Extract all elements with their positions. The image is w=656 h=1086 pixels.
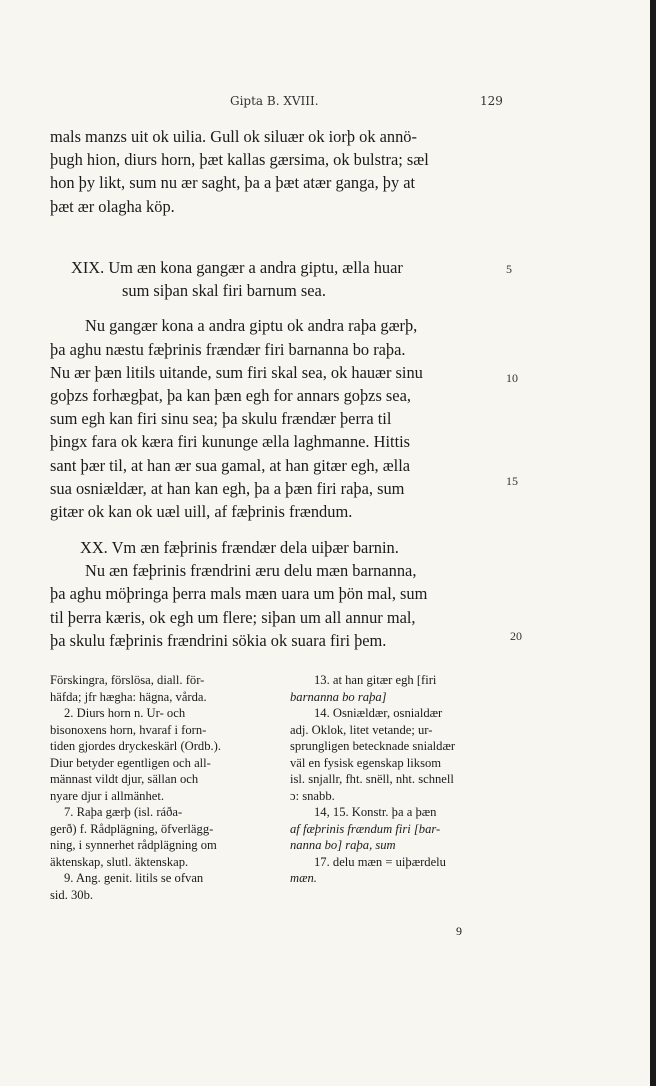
note-line: 13. at han gitær egh [firi: [314, 673, 437, 687]
notes-right-column: [290, 672, 515, 887]
text-line: þæt ær olagha köp.: [50, 196, 175, 216]
note-line: mæn.: [290, 871, 317, 885]
signature-mark: 9: [456, 924, 462, 938]
page-number: 129: [480, 94, 503, 108]
note-line: Förskingra, förslösa, diall. för-: [50, 673, 205, 687]
section-20: [50, 536, 490, 652]
note-line: sid. 30b.: [50, 887, 94, 902]
note-line: tiden gjordes dryckeskärl (Ordb.).: [50, 739, 222, 753]
text-line: þa aghu næstu fæþrinis frændær firi barnanna bo raþa.: [50, 339, 406, 359]
note-line: häfda; jfr hægha: hägna, vårda.: [50, 689, 207, 704]
section-heading: XIX. Um æn kona gangær a andra giptu, ælla huar: [71, 258, 403, 277]
line-number: 10: [506, 371, 518, 385]
text-line: hon þy likt, sum nu ær saght, þa a þæt atær ganga, þy at: [50, 173, 416, 193]
note-line: gerð) f. Rådplägning, öfverlägg-: [50, 821, 214, 836]
line-number: 5: [506, 262, 512, 276]
text-line: Nu gangær kona a andra giptu ok andra raþa gærþ,: [85, 316, 418, 336]
note-line: af fæþrinis frændum firi [bar-: [290, 821, 441, 836]
text-line: Nu æn fæþrinis frændrini æru delu mæn barnanna,: [85, 561, 417, 581]
text-line: þingx fara ok kæra firi kununge ælla laghmanne. Hittis: [50, 432, 411, 452]
note-line: nanna bo] raþa, sum: [290, 838, 396, 852]
note-line: nyare djur i allmänhet.: [50, 788, 165, 803]
section-heading: XX. Vm æn fæþrinis frændær dela uiþær barnin.: [80, 538, 399, 557]
note-line: adj. Oklok, litet vetande; ur-: [290, 722, 433, 737]
note-line: 9. Ang. genit. litils se ofvan: [64, 871, 204, 885]
text-line: mals manzs uit ok uilia. Gull ok siluær ok iorþ ok annö-: [50, 127, 417, 146]
text-line: sant þær til, at han ær sua gamal, at han gitær egh, ælla: [50, 455, 411, 475]
note-line: sprungligen betecknade snialdær: [290, 739, 456, 753]
note-line: männast vildt djur, sällan och: [50, 772, 199, 786]
section-heading-cont: sum siþan skal firi barnum sea.: [122, 281, 326, 301]
note-line: isl. snjallr, fht. snëll, nht. schnell: [290, 772, 454, 786]
text-line: sua osniældær, at han kan egh, þa a þæn firi raþa, sum: [50, 478, 405, 498]
page-edge-shadow: [650, 0, 656, 1086]
note-line: barnanna bo raþa]: [290, 689, 387, 704]
line-number: 15: [506, 474, 518, 488]
line-number: 20: [510, 629, 522, 643]
text-line: þa skulu fæþrinis frændrini sökia ok suara firi þem.: [50, 630, 387, 650]
note-line: 2. Diurs horn n. Ur- och: [64, 706, 186, 720]
section-19: [50, 256, 490, 523]
running-head: Gipta B. XVIII.: [230, 94, 319, 108]
note-line: 14. Osniældær, osnialdær: [314, 706, 443, 720]
note-line: 17. delu mæn = uiþærdelu: [314, 854, 446, 869]
page-header: [0, 94, 656, 114]
text-line: þugh hion, diurs horn, þæt kallas gærsima, ok bulstra; sæl: [50, 150, 429, 170]
text-line: goþzs forhægþat, þa kan þæn egh for annars goþzs sea,: [50, 386, 411, 406]
note-line: Diur betyder egentligen och all-: [50, 755, 211, 770]
note-line: ɔ: snabb.: [290, 788, 335, 803]
text-line: þa aghu möþringa þerra mals mæn uara um þön mal, sum: [50, 584, 428, 604]
notes-left-column: [50, 672, 272, 903]
note-line: 14, 15. Konstr. þa a þæn: [314, 805, 437, 819]
note-line: 7. Raþa gærþ (isl. ráða-: [64, 805, 183, 819]
note-line: ning, i synnerhet rådplägning om: [50, 838, 217, 852]
text-line: gitær ok kan ok uæl uill, af fæþrinis frændum.: [50, 502, 353, 522]
note-line: bisonoxens horn, hvaraf i forn-: [50, 722, 207, 737]
note-line: väl en fysisk egenskap liksom: [290, 755, 442, 770]
text-line: Nu ær þæn litils uitande, sum firi skal sea, ok hauær sinu: [50, 362, 423, 382]
note-line: äktenskap, slutl. äktenskap.: [50, 854, 189, 869]
intro-paragraph: [50, 125, 490, 218]
text-line: sum egh kan firi sinu sea; þa skulu frændær þerra til: [50, 409, 392, 429]
text-line: til þerra kæris, ok egh um flere; siþan um all annur mal,: [50, 607, 416, 627]
